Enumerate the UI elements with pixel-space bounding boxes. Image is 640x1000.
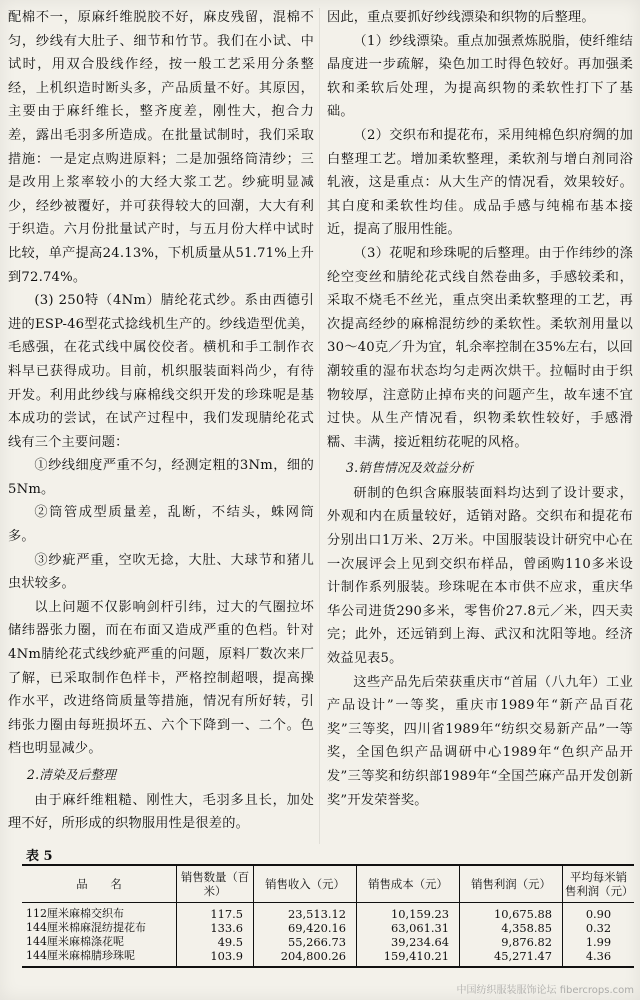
- paragraph: 这些产品先后荣获重庆市“首届（八九年）工业产品设计”一等奖，重庆市1989年“新产品百花奖”三等奖，四川省1989年“纺织交易新产品”一等奖，全国色织产品调研中心1989年“色织产品开发”三等奖和纺织部1989年“全国苎麻产品开发创新奖”开发荣誉奖。: [327, 674, 633, 808]
- paragraph: （3）花呢和珍珠呢的后整理。由于作纬纱的涤纶空变丝和腈纶花式线自然卷曲多，手感较柔和，采取不烧毛不丝光，重点突出柔软整理的工艺，再次提高经纱的麻棉混纺纱的柔软性。柔软剂用量以30～40克／升为宜，轧余率控制在35%左右，以回潮较重的湿布状态均匀走两次烘干。拉幅时由于织物较厚，注意防止掉布夹的问题产生，故车速不宜过快。从生产情况看，织物柔软性较好，手感滑糯、丰满，接近粗纺花呢的风格。: [327, 245, 633, 450]
- column-gutter: [319, 8, 320, 844]
- cell-profit: 10,675.88: [460, 903, 563, 922]
- cell-name: 112厘米麻棉交织布: [26, 907, 124, 920]
- cell-qty: 103.9: [177, 949, 254, 967]
- cell-profit: 4,358.85: [460, 921, 563, 935]
- cell-revenue: 204,800.26: [254, 949, 357, 967]
- watermark: 中国纺织服装服饰论坛 fibercrops.com: [456, 985, 634, 996]
- cell-name: 144厘米棉麻混纺提花布: [26, 921, 146, 934]
- left-column: [8, 6, 314, 836]
- cell-avg: 1.99: [563, 935, 635, 949]
- paragraph: ③纱疵严重，空吹无捻，大肚、大球节和猪儿虫状较多。: [8, 552, 314, 592]
- table-row: [22, 949, 634, 967]
- cell-qty: 133.6: [177, 921, 254, 935]
- paragraph: ②筒管成型质量差，乱断，不结头，蛛网筒多。: [8, 505, 314, 545]
- section-heading: 2.清染及后整理: [26, 767, 117, 782]
- cell-revenue: 55,266.73: [254, 935, 357, 949]
- col-header-revenue: 销售收入（元）: [254, 865, 357, 903]
- cell-qty: 117.5: [177, 903, 254, 922]
- cell-cost: 159,410.21: [357, 949, 460, 967]
- cell-profit: 9,876.82: [460, 935, 563, 949]
- cell-cost: 10,159.23: [357, 903, 460, 922]
- cell-revenue: 23,513.12: [254, 903, 357, 922]
- table-title: 表 5: [26, 849, 53, 864]
- table-header-row: [22, 865, 634, 903]
- cell-cost: 39,234.64: [357, 935, 460, 949]
- paragraph: ①纱线细度严重不匀，经测定粗的3Nm，细的5Nm。: [8, 458, 314, 497]
- col-header-name: 品 名: [22, 865, 177, 903]
- col-header-profit: 销售利润（元）: [460, 865, 563, 903]
- paragraph: 因此，重点要抓好纱线漂染和织物的后整理。: [327, 10, 595, 25]
- paragraph: 以上问题不仅影响剑杆引纬，过大的气圈拉坏储纬器张力圈，而在布面又造成严重的色档。针对4Nm腈纶花式线纱疵严重的问题，原料厂数次来厂了解，已采取制作色样卡，严格控制超喂，提高操作水平，改进络筒质量等措施，情况有所好转，引纬张力圈由每班损坏五、六个下降到一、二个。色档也明显减少。: [8, 599, 314, 757]
- cell-profit: 45,271.47: [460, 949, 563, 967]
- paragraph: 配棉不一，原麻纤维脱胶不好，麻皮残留，混棉不匀，纱线有大肚子、细节和竹节。我们在小试、中试时，用双合股线作经，按一般工艺采用分条整经，上机织造时断头多，产品质量不好。其原因，主要由于麻纤维长，整齐度差，刚性大，抱合力差，露出毛羽多所造成。在批量试制时，我们采取措施：一是定点购进原料；二是加强络筒清纱；三是改用上浆率较小的大经大浆工艺。纱疵明显减少，经纱被覆好，并可获得较大的回潮，大大有利于织造。六月份批量试产时，与五月份大样中试时比较，单产提高24.13%，下机质量从51.71%上升到72.74%。: [8, 10, 314, 285]
- cell-name: 144厘米麻棉涤花呢: [26, 935, 124, 948]
- cell-revenue: 69,420.16: [254, 921, 357, 935]
- table-row: [22, 903, 634, 922]
- cell-cost: 63,061.31: [357, 921, 460, 935]
- col-header-avg: 平均每米销售利润（元）: [563, 865, 635, 903]
- table-row: [22, 921, 634, 935]
- col-header-cost: 销售成本（元）: [357, 865, 460, 903]
- paragraph: （2）交织布和提花布，采用纯棉色织府绸的加白整理工艺。增加柔软整理，柔软剂与增白剂同浴轧液，这是重点：从大生产的情况看，效果较好。其白度和柔软性均佳。成品手感与纯棉布基本接近，提高了服用性能。: [327, 127, 633, 238]
- paragraph: 由于麻纤维粗糙、刚性大，毛羽多且长，加处理不好，所形成的织物服用性是很差的。: [8, 792, 314, 832]
- table-body: [22, 903, 634, 968]
- paragraph: （1）纱线漂染。重点加强煮炼脱脂，使纤维结晶度进一步疏解，染色加工时得色较好。再加强柔软和柔软后处理，为提高织物的柔软性打下了基础。: [327, 33, 633, 120]
- cell-avg: 0.90: [563, 903, 635, 922]
- col-header-qty: 销售数量（百米）: [177, 865, 254, 903]
- paragraph: 研制的色织含麻服装面料均达到了设计要求，外观和内在质量较好，适销对路。交织布和提花布分别出口1万米、2万米。中国服装设计研究中心在一次展评会上见到交织布样品，曾函购110多米设计制作系列服装。珍珠呢在本市供不应求，重庆华华公司进货290多米，零售价27.8元／米，四天卖完；此外，还远销到上海、武汉和沈阳等地。经济效益见表5。: [327, 485, 633, 667]
- cell-qty: 49.5: [177, 935, 254, 949]
- cell-name: 144厘米麻棉腈珍珠呢: [22, 949, 177, 967]
- cell-avg: 4.36: [563, 949, 635, 967]
- sales-table: [22, 864, 634, 968]
- right-column: [327, 6, 633, 812]
- paragraph: (3) 250特（4Nm）腈纶花式纱。系由西德引进的ESP-46型花式捻线机生产的。纱线造型优美，毛感强，在花式线中属佼佼者。横机和手工制作衣料早已获得成功。目前，机织服装面料尚少，有待开发。利用此纱线与麻棉线交织开发的珍珠呢是基本成功的尝试，在试产过程中，我们发现腈纶花式线有三个主要问题：: [8, 293, 314, 450]
- section-heading: 3.销售情况及效益分析: [345, 460, 474, 476]
- cell-avg: 0.32: [563, 921, 635, 935]
- table-row: [22, 935, 634, 949]
